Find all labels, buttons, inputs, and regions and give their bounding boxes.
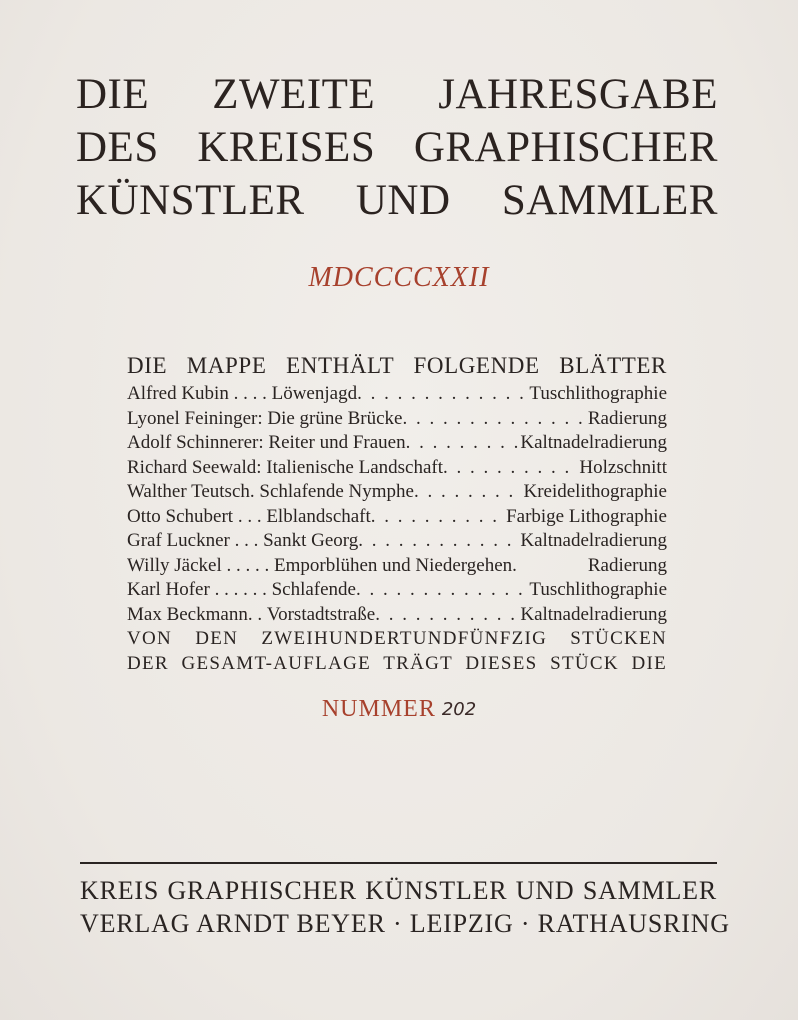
entry-work: Löwenjagd [271,383,358,404]
entry-artist: Willy Jäckel . . . . . [127,554,270,576]
entry-work: Sankt Georg [263,530,359,551]
contents-heading: DIE MAPPE ENTHÄLT FOLGENDE BLÄTTER [127,353,667,378]
entry-artist: Adolf Schinnerer: [127,432,264,453]
contents-entry [127,603,667,628]
footer-line-2: VERLAG ARNDT BEYER · LEIPZIG · RATHAUSRING [80,909,730,938]
leader-dots [375,603,520,628]
leader-dots [402,407,587,432]
title-line-3: KÜNSTLER UND SAMMLER [76,177,718,224]
contents-entry [127,529,667,554]
leader-dots [406,431,521,456]
contents-list [127,352,667,676]
year-roman-numeral: MDCCCCXXII [308,262,490,293]
entry-technique: Tuschlithographie [529,579,667,600]
entry-technique: Radierung [587,407,667,429]
entry-technique: Tuschlithographie [529,383,667,404]
divider-rule [80,862,717,864]
entry-technique: Kaltnadelradierung [520,530,667,551]
title-line-1: DIE ZWEITE JAHRESGABE [76,71,718,118]
page-title [76,68,718,227]
contents-entry [127,456,667,481]
entry-technique: Kreidelithographie [523,481,667,502]
entry-artist: Otto Schubert . . . [127,505,262,527]
edition-line-1: VON DEN ZWEIHUNDERTUNDFÜNFZIG STÜCKEN [127,628,667,649]
entry-work: Die grüne Brücke [267,407,403,429]
entry-artist: Karl Hofer . . . . . . [127,579,267,600]
contents-entry [127,554,667,579]
leader-dots [414,480,524,505]
leader-dots [356,578,529,603]
entry-artist: Walther Teutsch. [127,481,255,502]
entry-artist: Lyonel Feininger: [127,407,263,429]
entry-work: Schlafende Nymphe [259,481,414,502]
entry-work: Reiter und Frauen [268,432,406,453]
entry-work: Emporblühen und Niedergehen. [273,554,517,576]
contents-entry [127,578,667,603]
contents-entry [127,382,667,407]
entry-technique: Farbige Lithographie [506,505,667,527]
leader-dots [371,505,506,530]
entry-artist: Graf Luckner . . . [127,530,259,551]
contents-entry [127,407,667,432]
entry-work: Vorstadtstraße [266,603,376,625]
footer-line-1: KREIS GRAPHISCHER KÜNSTLER UND SAMMLER [80,876,717,905]
entry-technique: Kaltnadelradierung [520,432,667,453]
title-line-2: DES KREISES GRAPHISCHER [76,124,718,171]
entry-artist: Richard Seewald: [127,456,262,478]
entry-technique: Holzschnitt [579,456,667,478]
entry-work: Schlafende [271,579,356,600]
contents-entry [127,431,667,456]
number-value: 202 [441,699,477,720]
number-label: NUMMER [321,696,436,722]
leader-dots [443,456,579,481]
entry-artist: Alfred Kubin . . . . [127,383,267,404]
entry-technique: Radierung [587,554,667,576]
leader-dots [358,529,520,554]
edition-line-2: DER GESAMT-AUFLAGE TRÄGT DIESES STÜCK DIE [127,652,667,674]
entry-artist: Max Beckmann. . [127,603,263,625]
publisher-footer [80,874,730,940]
contents-entry [127,505,667,530]
entry-work: Elblandschaft [266,505,371,527]
entry-technique: Kaltnadelradierung [520,603,667,625]
entry-work: Italienische Landschaft [266,456,444,478]
edition-number [0,696,798,723]
contents-entry [127,480,667,505]
leader-dots [357,382,529,407]
